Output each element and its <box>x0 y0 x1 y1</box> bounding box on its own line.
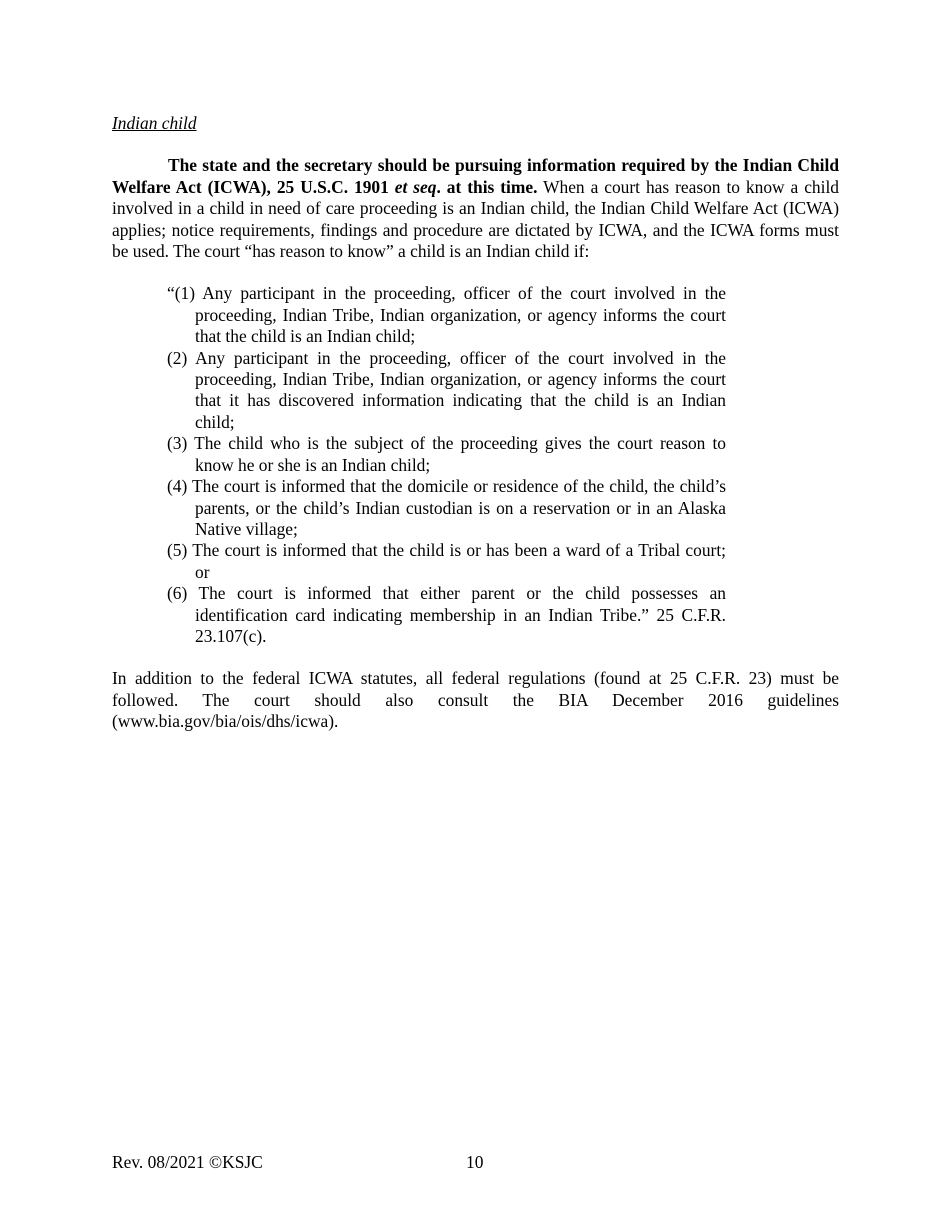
intro-bold-lead: The state and the secretary should be pursuing information required by the Indian Child Welfare Act (ICWA), 25 U.S.C. 1901 <box>112 155 839 197</box>
revision-label: Rev. 08/2021 ©KSJC <box>112 1152 263 1172</box>
intro-paragraph <box>112 155 839 262</box>
list-item: (4) The court is informed that the domicile or residence of the child, the child’s parents, or the child’s Indian custodian is on a reservation or in an Alaska Native village; <box>167 476 726 539</box>
list-item: (5) The court is informed that the child is or has been a ward of a Tribal court; or <box>167 540 726 582</box>
document-page <box>112 113 839 733</box>
intro-body: When a court has reason to know a child involved in a child in need of care proceeding is an Indian child, the Indian Child Welfare Act (ICWA) applies; notice requirements, findings and procedure are dictated by ICWA, and the ICWA forms must be used. The court “has reason to know” a child is an Indian child if: <box>112 176 839 262</box>
list-item: “(1) Any participant in the proceeding, officer of the court involved in the proceeding, Indian Tribe, Indian organization, or agency informs the court that the child is an Indian child; <box>167 283 726 347</box>
page-footer <box>112 1152 839 1174</box>
page-number: 10 <box>466 1152 484 1172</box>
list-item: (2) Any participant in the proceeding, officer of the court involved in the proceeding, Indian Tribe, Indian organization, or agency informs the court that it has discovered information indicating that the child is an Indian child; <box>167 347 726 432</box>
intro-bold-tail: . at this time. <box>436 176 538 197</box>
closing-paragraph: In addition to the federal ICWA statutes, all federal regulations (found at 25 C.F.R. 23) must be followed. The court should also consult the BIA December 2016 guidelines (www.bia.gov/bia/ois/dhs/icwa). <box>112 668 839 732</box>
list-item: (6) The court is informed that either parent or the child possesses an identification card indicating membership in an Indian Tribe.” 25 C.F.R. 23.107(c). <box>167 583 726 646</box>
intro-bold-italic: et seq <box>394 176 437 197</box>
section-heading: Indian child <box>112 113 197 133</box>
list-item: (3) The child who is the subject of the proceeding gives the court reason to know he or she is an Indian child; <box>167 433 726 475</box>
icwa-criteria-list <box>167 283 726 647</box>
